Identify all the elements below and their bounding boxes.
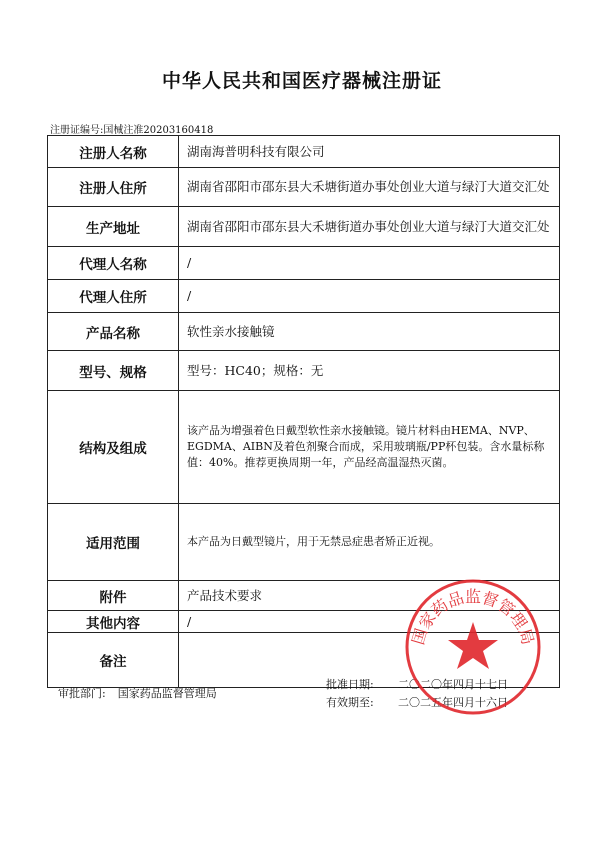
- seal-text: 国家药品监督管理局: [408, 587, 538, 647]
- seal-star-icon: [448, 622, 498, 669]
- table-row: [48, 207, 560, 247]
- row-value: /: [179, 611, 560, 633]
- row-value: 该产品为增强着色日戴型软性亲水接触镜。镜片材料由HEMA、NVP、EGDMA、AIBN及着色剂聚合而成，采用玻璃瓶/PP杯包装。含水量标称值：40%。推荐更换周期一年，产品经高温湿热灭菌。: [179, 391, 560, 504]
- registration-number-value: 国械注准20203160418: [103, 125, 214, 136]
- row-value: 产品技术要求: [179, 581, 560, 611]
- row-label: 注册人名称: [48, 136, 179, 168]
- row-value: 型号：HC40；规格：无: [179, 351, 560, 391]
- table-row: [48, 391, 560, 504]
- row-label: 附件: [48, 581, 179, 611]
- valid-until-label: 有效期至:: [326, 696, 374, 709]
- table-row: [48, 504, 560, 581]
- row-label: 其他内容: [48, 611, 179, 633]
- row-value: 本产品为日戴型镜片，用于无禁忌症患者矫正近视。: [179, 504, 560, 581]
- table-row: [48, 351, 560, 391]
- table-row: [48, 247, 560, 280]
- row-value: 软性亲水接触镜: [179, 313, 560, 351]
- official-seal: [404, 578, 542, 716]
- table-row: [48, 136, 560, 168]
- row-value: 湖南海普明科技有限公司: [179, 136, 560, 168]
- table-row: [48, 168, 560, 207]
- row-value: /: [179, 280, 560, 313]
- approval-date-value: 二〇二〇年四月十七日: [398, 678, 508, 691]
- registration-number-label: 注册证编号:: [50, 125, 104, 136]
- row-label: 代理人住所: [48, 280, 179, 313]
- approval-department-value: 国家药品监督管理局: [117, 687, 217, 700]
- row-value: 湖南省邵阳市邵东县大禾塘街道办事处创业大道与绿汀大道交汇处: [179, 207, 560, 247]
- row-label: 适用范围: [48, 504, 179, 581]
- valid-until-value: 二〇二五年四月十六日: [398, 696, 508, 709]
- certificate-title: 中华人民共和国医疗器械注册证: [161, 70, 442, 92]
- row-label: 产品名称: [48, 313, 179, 351]
- row-label: 生产地址: [48, 207, 179, 247]
- approval-date-label: 批准日期:: [326, 678, 374, 691]
- approval-department: [58, 685, 229, 701]
- row-label: 代理人名称: [48, 247, 179, 280]
- row-value: 湖南省邵阳市邵东县大禾塘街道办事处创业大道与绿汀大道交汇处: [179, 168, 560, 207]
- row-label: 备注: [48, 633, 179, 688]
- row-label: 结构及组成: [48, 391, 179, 504]
- registration-number: [50, 121, 213, 136]
- approval-department-label: 审批部门:: [58, 687, 106, 700]
- row-label: 注册人住所: [48, 168, 179, 207]
- row-label: 型号、规格: [48, 351, 179, 391]
- row-value: /: [179, 247, 560, 280]
- table-row: [48, 280, 560, 313]
- table-row: [48, 313, 560, 351]
